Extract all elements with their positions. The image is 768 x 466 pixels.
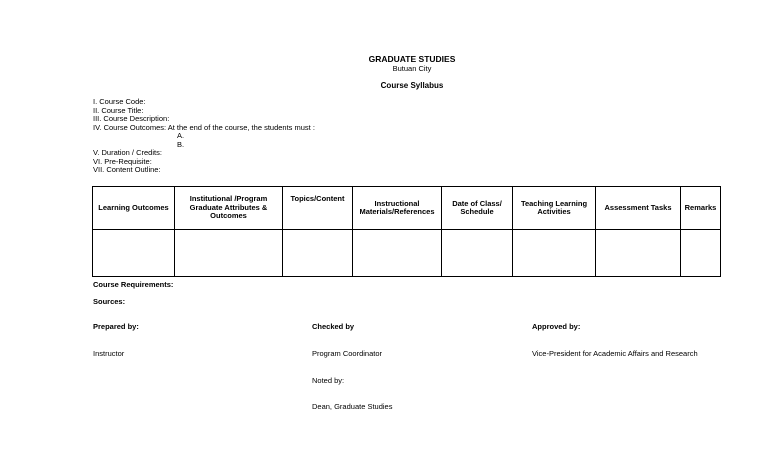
- approved-by-label: Approved by:: [532, 322, 581, 331]
- checked-by-label: Checked by: [312, 322, 355, 331]
- column-header: Remarks: [681, 187, 721, 230]
- outcome-b-label: B.: [177, 139, 185, 149]
- course-title-label: II. Course Title:: [93, 105, 144, 115]
- syllabus-table: [92, 186, 721, 277]
- syllabus-heading: Course Syllabus: [380, 81, 444, 90]
- table-header-row: [93, 187, 721, 230]
- prepared-by-label: Prepared by:: [93, 322, 139, 331]
- vp-academic-affairs-label: Vice-President for Academic Affairs and Research: [532, 349, 698, 358]
- course-info-block: [93, 98, 315, 175]
- course-requirements-label: Course Requirements:: [93, 280, 174, 289]
- duration-label: V. Duration / Credits:: [93, 148, 162, 157]
- prerequisite-label: VI. Pre-Requisite:: [93, 156, 152, 166]
- column-header: Instructional Materials/References: [353, 187, 442, 230]
- column-header: Teaching Learning Activities: [513, 187, 596, 230]
- outcome-a-label: A.: [177, 131, 185, 140]
- document-title: GRADUATE STUDIES: [368, 54, 456, 64]
- table-cell[interactable]: [513, 230, 596, 277]
- noted-by-label: Noted by:: [312, 376, 345, 385]
- table-cell[interactable]: [353, 230, 442, 277]
- course-outcomes-label: IV. Course Outcomes: At the end of the course, the students must :: [93, 122, 315, 132]
- column-header: Topics/Content: [283, 187, 353, 230]
- column-header: Date of Class/ Schedule: [442, 187, 513, 230]
- table-cell[interactable]: [681, 230, 721, 277]
- table-row: [93, 230, 721, 277]
- course-description-label: III. Course Description:: [93, 114, 170, 123]
- table-cell[interactable]: [93, 230, 175, 277]
- table-cell[interactable]: [283, 230, 353, 277]
- document-subtitle: Butuan City: [392, 64, 432, 73]
- dean-label: Dean, Graduate Studies: [312, 402, 393, 411]
- column-header: Assessment Tasks: [596, 187, 681, 230]
- content-outline-label: VII. Content Outline:: [93, 165, 161, 174]
- course-code-label: I. Course Code:: [93, 97, 146, 106]
- column-header: Learning Outcomes: [93, 187, 175, 230]
- table-cell[interactable]: [442, 230, 513, 277]
- instructor-label: Instructor: [93, 349, 125, 358]
- column-header: Institutional /Program Graduate Attributes & Outcomes: [175, 187, 283, 230]
- sources-label: Sources:: [93, 297, 126, 306]
- table-cell[interactable]: [596, 230, 681, 277]
- table-cell[interactable]: [175, 230, 283, 277]
- program-coordinator-label: Program Coordinator: [312, 349, 383, 358]
